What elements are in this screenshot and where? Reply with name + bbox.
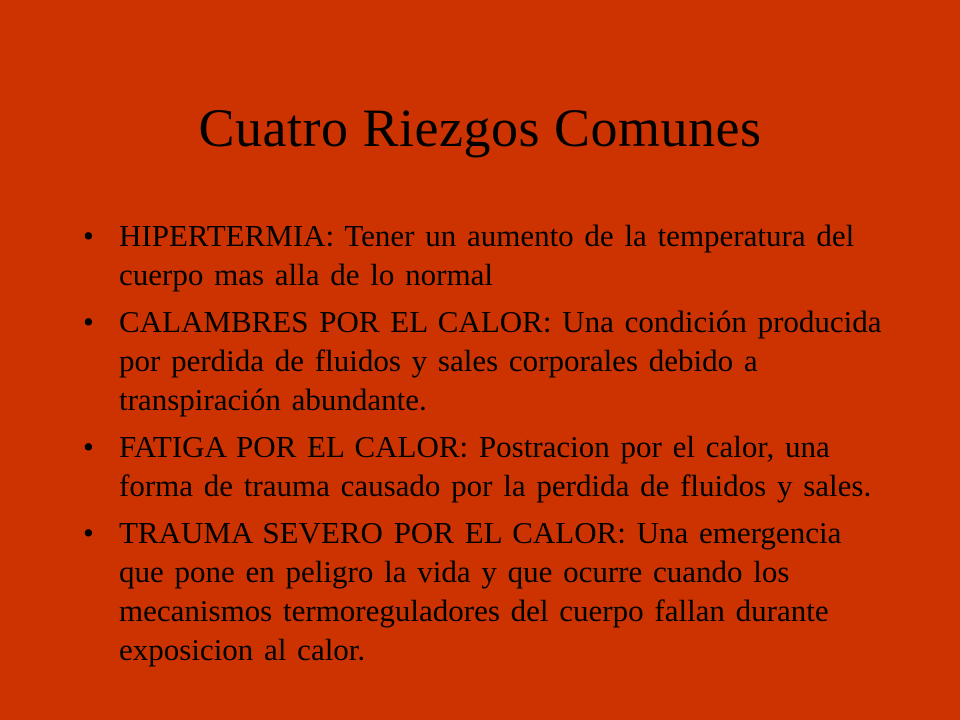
bullet-item-calambres: [83, 302, 883, 419]
bullet-icon: •: [83, 429, 94, 464]
bullet-icon: •: [83, 304, 94, 339]
bullet-icon: •: [83, 515, 94, 550]
bullet-item-fatiga: [83, 427, 883, 505]
bullet-item-trauma: [83, 513, 883, 669]
bullet-text: FATIGA POR EL CALOR: Postracion por el calor, una forma de trauma causado por la perdida de fluidos y sales.: [119, 429, 872, 503]
bullet-icon: •: [83, 218, 94, 253]
bullet-text: TRAUMA SEVERO POR EL CALOR: Una emergencia que pone en peligro la vida y que ocurre cuando los mecanismos termoreguladores del cuerpo fallan durante exposicion al calor.: [119, 515, 842, 667]
bullet-text: CALAMBRES POR EL CALOR: Una condición producida por perdida de fluidos y sales corporales debido a transpiración abundante.: [119, 304, 882, 417]
bullet-list: [83, 216, 883, 677]
slide-title: Cuatro Riezgos Comunes: [198, 98, 762, 158]
bullet-item-hipertermia: [83, 216, 883, 294]
bullet-text: HIPERTERMIA: Tener un aumento de la temperatura del cuerpo mas alla de lo normal: [119, 218, 855, 292]
